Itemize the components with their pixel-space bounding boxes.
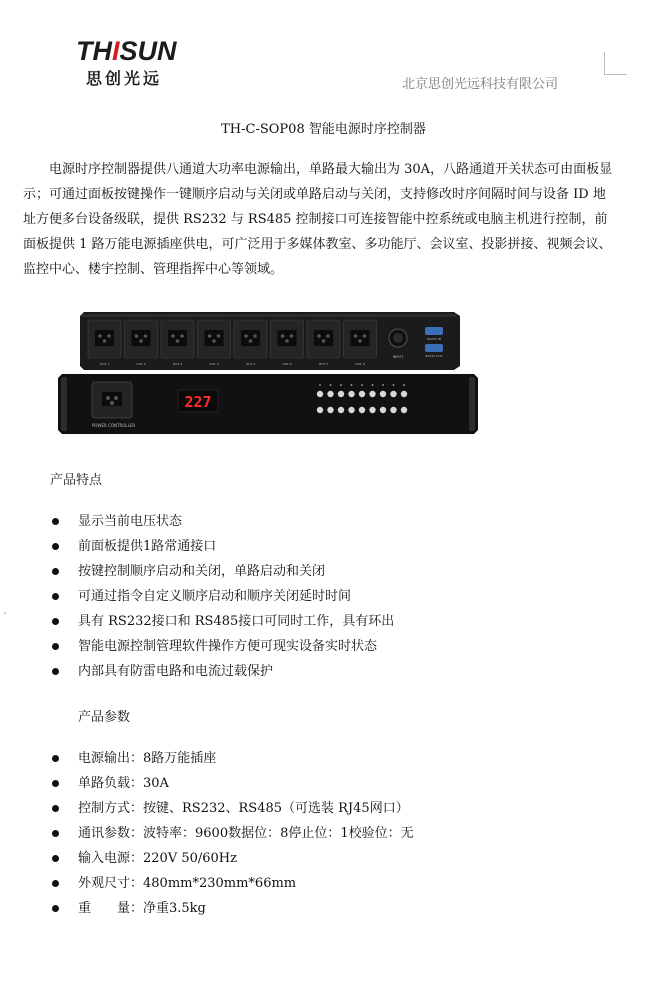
features-item: [50, 659, 394, 684]
status-led: [361, 384, 363, 386]
output-label: OUT 6: [282, 362, 292, 366]
panel-button: [359, 391, 365, 397]
params-item-text: 控制方式：按键、RS232、RS485（可选装 RJ45网口）: [78, 801, 409, 816]
features-item: [50, 609, 394, 634]
front-panel-label: POWER CONTROLLER: [92, 423, 136, 428]
params-item: [50, 771, 414, 796]
panel-button: [390, 407, 396, 413]
params-item-text: 重 量：净重3.5kg: [78, 901, 206, 916]
features-item-text: 按键控制顺序启动和关闭，单路启动和关闭: [78, 564, 326, 579]
features-item-text: 可通过指令自定义顺序启动和顺序关闭延时时间: [78, 589, 352, 604]
rs232-in-port: [425, 327, 443, 335]
panel-button: [390, 391, 396, 397]
output-socket: [125, 320, 158, 358]
panel-button: [359, 407, 365, 413]
svg-text:RS232 IN: RS232 IN: [427, 337, 441, 341]
voltage-display-value: 227: [184, 393, 212, 411]
bullet-dot-icon: [52, 855, 59, 862]
status-led: [403, 384, 405, 386]
rs232-out-port: [425, 344, 443, 352]
output-socket: [234, 320, 267, 358]
params-item-text: 通讯参数：波特率：9600数据位：8停止位：1校验位：无: [78, 826, 414, 841]
bullet-dot-icon: [52, 643, 59, 650]
front-panel: [58, 374, 478, 434]
output-label: OUT 5: [245, 362, 256, 366]
params-list: [50, 746, 414, 921]
params-item-text: 单路负载：30A: [78, 776, 169, 791]
panel-button: [348, 407, 354, 413]
bullet-dot-icon: [52, 593, 59, 600]
status-led: [351, 384, 353, 386]
bullet-dot-icon: [52, 568, 59, 575]
features-item: [50, 584, 394, 609]
params-item: [50, 796, 414, 821]
features-heading: 产品特点: [50, 473, 103, 488]
rear-panel: [80, 312, 460, 370]
bullet-dot-icon: [52, 905, 59, 912]
bullet-dot-icon: [52, 830, 59, 837]
params-item: [50, 871, 414, 896]
status-led: [382, 384, 384, 386]
bullet-dot-icon: [52, 668, 59, 675]
panel-button: [327, 407, 333, 413]
panel-button: [348, 391, 354, 397]
status-led: [372, 384, 374, 386]
output-label: OUT 7: [318, 362, 329, 366]
logo-wordmark: THISUN: [76, 36, 177, 66]
params-item-text: 外观尺寸：480mm*230mm*66mm: [78, 876, 297, 891]
product-image: [58, 306, 482, 434]
params-item: [50, 821, 414, 846]
status-led: [340, 384, 342, 386]
bullet-dot-icon: [52, 543, 59, 550]
bullet-dot-icon: [52, 755, 59, 762]
bullet-dot-icon: [52, 780, 59, 787]
panel-button: [338, 391, 344, 397]
features-list: [50, 509, 394, 684]
params-item: [50, 846, 414, 871]
output-label: OUT 4: [209, 362, 219, 366]
panel-button: [338, 407, 344, 413]
intro-paragraph: 电源时序控制器提供八通道大功率电源输出，单路最大输出为 30A，八路通道开关状态可由面板显示；可通过面板按键操作一键顺序启动与关闭或单路启动与关闭，支持修改时序间隔时间与设备 ID 地址方便多台设备级联，提供 RS232 与 RS485 控制接口可连接智能中控系统或电脑主机进行控制，前面板提供 1 路万能电源插座供电，可广泛用于多媒体教室、多功能厅、会议室、投影拼接、视频会议、监控中心、楼宇控制、管理指挥中心等领域。: [23, 162, 613, 277]
features-item: [50, 509, 394, 534]
features-item-text: 前面板提供1路常通接口: [78, 539, 217, 554]
bullet-dot-icon: [52, 805, 59, 812]
panel-button: [380, 407, 386, 413]
features-item: [50, 634, 394, 659]
logo-chinese-name: 思创光远: [86, 69, 163, 88]
input-label: INPUT: [392, 355, 404, 359]
output-label: OUT 3: [172, 362, 183, 366]
features-item-text: 具有 RS232接口和 RS485接口可同时工作，具有环出: [78, 614, 395, 629]
panel-button: [369, 391, 375, 397]
panel-button: [317, 391, 323, 397]
status-led: [330, 384, 332, 386]
panel-button: [327, 391, 333, 397]
bullet-dot-icon: [52, 880, 59, 887]
panel-button: [401, 407, 407, 413]
document-title: TH-C-SOP08 智能电源时序控制器: [221, 122, 426, 137]
output-socket: [88, 320, 121, 358]
page-corner-mark: [604, 52, 627, 75]
margin-tick: ˇ: [3, 612, 7, 621]
panel-button: [401, 391, 407, 397]
output-label: OUT 8: [355, 362, 365, 366]
company-name: 北京思创光远科技有限公司: [402, 77, 559, 92]
params-heading: 产品参数: [78, 710, 131, 725]
params-item: [50, 746, 414, 771]
features-item-text: 显示当前电压状态: [78, 514, 183, 529]
panel-button: [380, 391, 386, 397]
output-label: OUT 1: [99, 362, 110, 366]
panel-button: [317, 407, 323, 413]
features-item-text: 智能电源控制管理软件操作方便可现实设备实时状态: [78, 639, 378, 654]
status-led: [393, 384, 395, 386]
params-item-text: 输入电源：220V 50/60Hz: [78, 851, 237, 866]
bullet-dot-icon: [52, 618, 59, 625]
output-socket: [307, 320, 340, 358]
features-item: [50, 559, 394, 584]
features-item: [50, 534, 394, 559]
status-led: [319, 384, 321, 386]
panel-button: [369, 407, 375, 413]
output-socket: [161, 320, 194, 358]
features-item-text: 内部具有防雷电路和电流过载保护: [78, 664, 274, 679]
svg-text:RS232 OUT: RS232 OUT: [425, 354, 443, 358]
output-socket: [198, 320, 231, 358]
bullet-dot-icon: [52, 518, 59, 525]
output-label: OUT 2: [136, 362, 146, 366]
params-item-text: 电源输出：8路万能插座: [78, 751, 217, 766]
company-logo: [76, 38, 216, 89]
params-item: [50, 896, 414, 921]
output-socket: [344, 320, 377, 358]
output-socket: [271, 320, 304, 358]
